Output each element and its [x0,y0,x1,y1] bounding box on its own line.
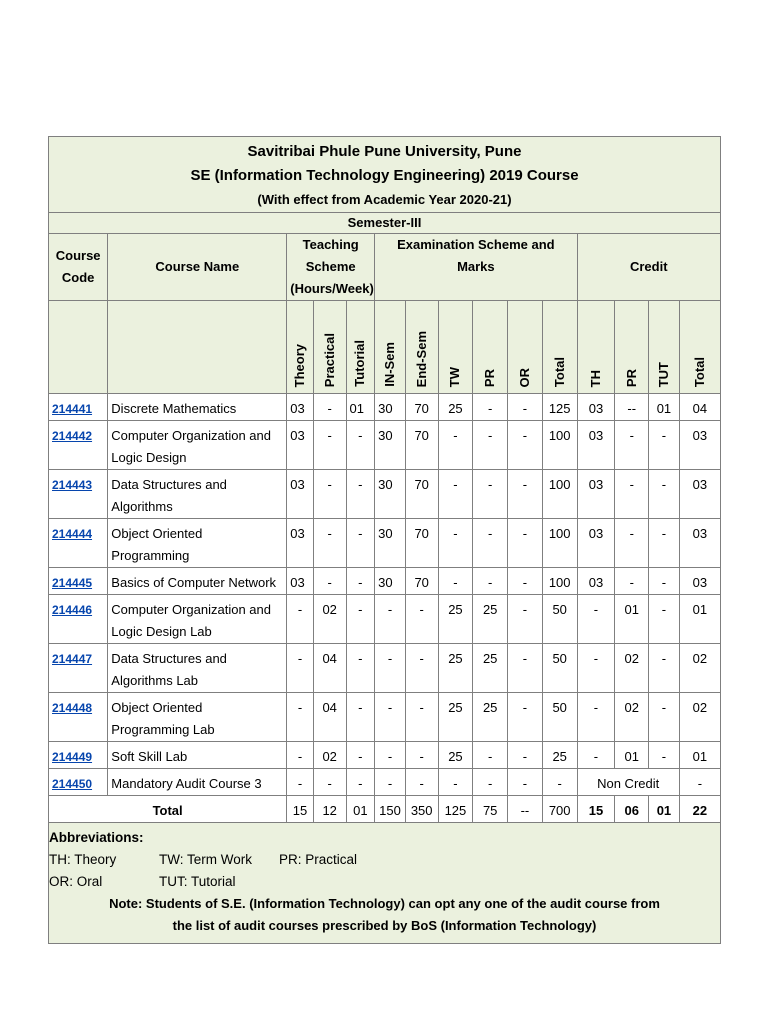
cell: 03 [287,394,314,421]
cell: 03 [287,519,314,568]
course-title: SE (Information Technology Engineering) 2019 Course [49,164,721,188]
cell: 02 [679,693,720,742]
cell: 22 [679,796,720,823]
table-row [49,693,721,742]
course-name: Basics of Computer Network [108,568,287,595]
cell: 25 [542,742,577,769]
pr-credit-header: PR [623,368,639,387]
course-name: Soft Skill Lab [108,742,287,769]
cell: 03 [577,421,615,470]
cell: - [649,421,680,470]
cell: - [649,470,680,519]
cell: 70 [405,394,438,421]
course-name: Data Structures and Algorithms [108,470,287,519]
cell: 150 [375,796,406,823]
cell: 100 [542,421,577,470]
cell: - [615,421,649,470]
cell: 03 [679,519,720,568]
title-row [49,137,721,165]
cell: 01 [649,394,680,421]
cell: - [473,519,508,568]
cell: 03 [287,470,314,519]
table-row [49,421,721,470]
course-name: Object Oriented Programming [108,519,287,568]
course-title-row [49,164,721,188]
course-name: Computer Organization and Logic Design Lab [108,595,287,644]
course-name-header: Course Name [108,234,287,301]
in-sem-header: IN-Sem [381,342,397,387]
total-label: Total [49,796,287,823]
cell: - [438,470,473,519]
cell: 01 [615,595,649,644]
credit-total-header: Total [691,356,707,387]
audit-course-row [49,769,721,796]
cell: 70 [405,519,438,568]
cell: - [473,769,508,796]
cell: - [577,595,615,644]
course-code-link[interactable]: 214442 [52,429,93,443]
cell: - [313,769,346,796]
cell: 50 [542,595,577,644]
note-line-1: Note: Students of S.E. (Information Technology) can opt any one of the audit course from [109,896,660,911]
or-header: OR [516,367,532,387]
cell: - [679,769,720,796]
cell: -- [615,394,649,421]
cell: - [577,693,615,742]
teaching-scheme-header: Teaching Scheme (Hours/Week) [287,234,375,301]
table-row [49,568,721,595]
cell: 30 [375,394,406,421]
cell: 15 [287,796,314,823]
cell: 125 [438,796,473,823]
cell: 50 [542,644,577,693]
cell: - [473,421,508,470]
cell: 02 [615,644,649,693]
semester-label: Semester-III [49,213,721,234]
cell: - [346,421,375,470]
cell: - [577,742,615,769]
cell: - [508,568,543,595]
cell: - [615,470,649,519]
cell: - [649,595,680,644]
cell: 30 [375,421,406,470]
abbr-pr: PR: Practical [279,852,358,867]
cell: 125 [542,394,577,421]
cell: 03 [287,421,314,470]
cell: - [346,519,375,568]
cell: 100 [542,568,577,595]
cell: - [375,595,406,644]
university-title: Savitribai Phule Pune University, Pune [49,137,721,165]
cell: -- [508,796,543,823]
cell: 03 [287,568,314,595]
cell: - [313,470,346,519]
cell: 100 [542,519,577,568]
cell: 50 [542,693,577,742]
cell: 04 [313,693,346,742]
course-code-link[interactable]: 214449 [52,750,93,764]
cell: - [375,769,406,796]
cell: 01 [346,394,375,421]
cell: 12 [313,796,346,823]
abbr-th: TH: Theory [49,852,117,867]
exam-total-header: Total [551,356,567,387]
course-name: Object Oriented Programming Lab [108,693,287,742]
cell: - [438,769,473,796]
abbreviations-block [49,823,721,944]
course-name: Data Structures and Algorithms Lab [108,644,287,693]
cell: 70 [405,421,438,470]
cell: - [346,644,375,693]
cell: - [375,742,406,769]
course-code-header: Course Code [49,234,108,301]
cell: - [313,568,346,595]
semester-row [49,213,721,234]
cell: 06 [615,796,649,823]
cell: - [405,595,438,644]
cell: 02 [313,742,346,769]
cell: 30 [375,568,406,595]
cell: - [508,470,543,519]
theory-header: Theory [292,343,308,387]
cell: - [615,519,649,568]
blank-header-cell [49,301,108,394]
cell: - [346,568,375,595]
table-row [49,644,721,693]
table-row [49,470,721,519]
cell: - [405,644,438,693]
cell: 70 [405,470,438,519]
cell: - [313,394,346,421]
cell: 04 [313,644,346,693]
cell: - [405,769,438,796]
cell: - [346,742,375,769]
cell: - [346,693,375,742]
group-header-row [49,234,721,301]
cell: 02 [679,644,720,693]
cell: - [508,769,543,796]
cell: 25 [438,595,473,644]
cell: - [438,519,473,568]
th-credit-header: TH [587,369,603,387]
cell: 01 [346,796,375,823]
cell: 03 [577,519,615,568]
sub-header-row [49,301,721,394]
cell: - [287,595,314,644]
cell: - [438,421,473,470]
course-code-link[interactable]: 214448 [52,701,93,715]
cell: - [615,568,649,595]
abbr-or: OR: Oral [49,874,103,889]
effect-text: (With effect from Academic Year 2020-21) [49,188,721,213]
cell: - [287,742,314,769]
cell: - [508,421,543,470]
cell: - [313,421,346,470]
course-name: Computer Organization and Logic Design [108,421,287,470]
cell: 03 [679,568,720,595]
effect-row [49,188,721,213]
abbreviations-line-2 [49,871,720,893]
cell: - [508,595,543,644]
course-name: Discrete Mathematics [108,394,287,421]
cell: - [438,568,473,595]
cell: 25 [438,742,473,769]
blank-header-cell [108,301,287,394]
cell: 01 [615,742,649,769]
course-code-link[interactable]: 214443 [52,478,93,492]
cell: 25 [438,644,473,693]
cell: - [375,644,406,693]
course-code-link[interactable]: 214445 [52,576,93,590]
table-row [49,595,721,644]
abbr-tw: TW: Term Work [159,852,253,867]
credit-header: Credit [577,234,720,301]
cell: 03 [577,394,615,421]
cell: 01 [679,742,720,769]
abbreviations-line-1 [49,849,720,871]
tutorial-header: Tutorial [352,340,368,387]
cell: - [346,470,375,519]
cell: - [346,595,375,644]
cell: 01 [679,595,720,644]
course-code-link[interactable]: 214444 [52,527,93,541]
cell: 02 [615,693,649,742]
cell: 04 [679,394,720,421]
table-row [49,519,721,568]
course-code-link[interactable]: 214446 [52,603,93,617]
cell: - [508,394,543,421]
cell: 30 [375,470,406,519]
cell: - [375,693,406,742]
cell: 350 [405,796,438,823]
cell: - [508,693,543,742]
cell: 100 [542,470,577,519]
cell: 25 [473,595,508,644]
cell: 75 [473,796,508,823]
cell: - [649,742,680,769]
cell: - [508,644,543,693]
cell: - [542,769,577,796]
cell: - [649,693,680,742]
cell: 25 [473,693,508,742]
cell: - [287,644,314,693]
cell: - [473,742,508,769]
cell: 03 [679,421,720,470]
end-sem-header: End-Sem [413,330,429,387]
course-code-link[interactable]: 214447 [52,652,93,666]
cell: - [649,644,680,693]
cell: 700 [542,796,577,823]
cell: 02 [313,595,346,644]
cell: - [473,568,508,595]
cell: 01 [649,796,680,823]
cell: - [508,742,543,769]
tut-credit-header: TUT [655,361,671,387]
cell: - [287,769,314,796]
cell: 03 [577,568,615,595]
cell: - [405,693,438,742]
note-line-2: the list of audit courses prescribed by BoS (Information Technology) [172,918,597,933]
cell: 03 [577,470,615,519]
cell: 15 [577,796,615,823]
cell: - [405,742,438,769]
table-row [49,742,721,769]
cell: - [473,394,508,421]
cell: 30 [375,519,406,568]
cell: - [346,769,375,796]
footer-row [49,823,721,944]
course-code-link[interactable]: 214441 [52,402,93,416]
cell: - [473,470,508,519]
cell: 03 [679,470,720,519]
total-row [49,796,721,823]
cell: 25 [438,693,473,742]
syllabus-sheet [48,136,721,944]
cell: 25 [473,644,508,693]
course-structure-table [48,136,721,944]
cell: - [577,644,615,693]
cell: - [313,519,346,568]
exam-scheme-header: Examination Scheme and Marks [375,234,577,301]
cell: - [649,568,680,595]
cell: - [287,693,314,742]
tw-header: TW [447,366,463,387]
abbreviations-title: Abbreviations: [49,830,144,845]
cell: - [508,519,543,568]
course-code-link[interactable]: 214450 [52,777,93,791]
table-row [49,394,721,421]
cell: 25 [438,394,473,421]
cell: - [649,519,680,568]
practical-header: Practical [321,332,337,387]
pr-header: PR [482,368,498,387]
cell: 70 [405,568,438,595]
course-name: Mandatory Audit Course 3 [108,769,287,796]
non-credit-label: Non Credit [577,769,679,796]
abbr-tut: TUT: Tutorial [159,874,236,889]
